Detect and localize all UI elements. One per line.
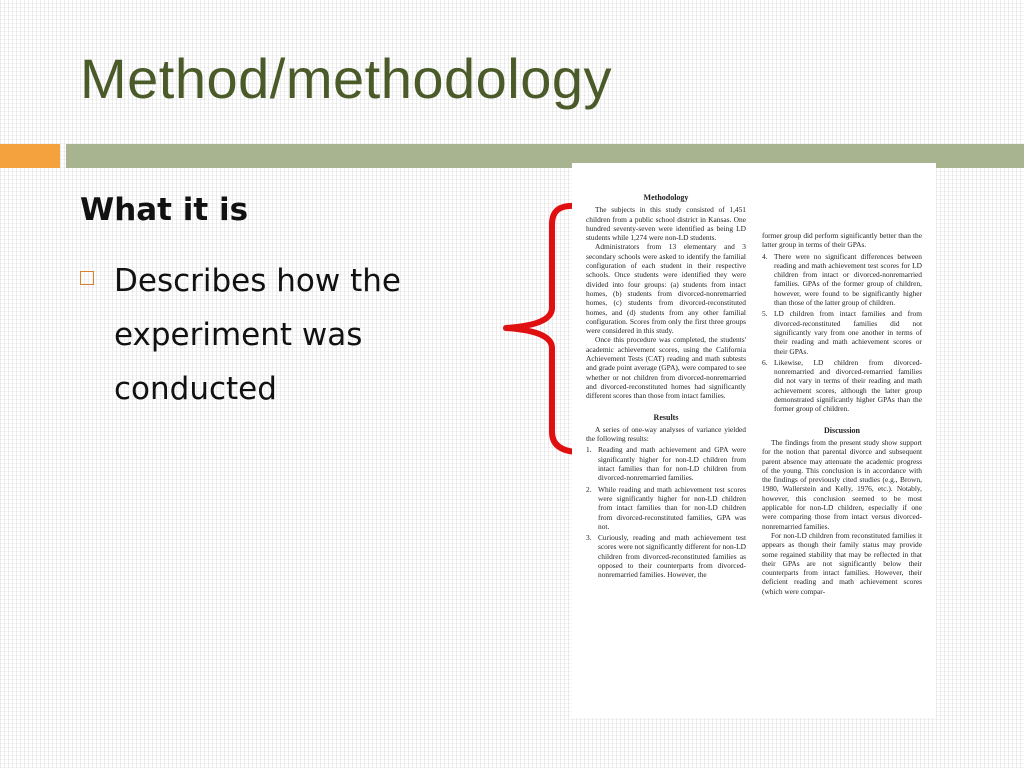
- red-curly-brace-icon: [498, 200, 578, 460]
- results-item: 4. There were no significant differences between reading and math achievement test scores for LD children from intact or divorced-nonremarried families. GPAs of the former group of children, however, were found to be significantly higher than those of the latter group of children.: [762, 251, 922, 308]
- results-intro: A series of one-way analyses of variance yielded the following results:: [586, 424, 746, 444]
- discussion-paragraph: For non-LD children from reconstituted families it appears as though their family status may provide some regained stability that may be reflected in that their GPAs are not significantly below their counterparts from intact families. However, their deficient reading and math achievement scores (which were compar-: [762, 530, 922, 596]
- results-item: 2. While reading and math achievement test scores were significantly higher for non-LD children from intact families than for non-LD children from divorced-reconstituted families, GPA was not.: [586, 484, 746, 531]
- methodology-heading: Methodology: [643, 193, 689, 202]
- results-continuation: former group did perform significantly better than the latter group in terms of their GPAs.: [762, 231, 922, 250]
- paper-excerpt: [572, 163, 936, 718]
- methodology-paragraph: The subjects in this study consisted of 1,451 children from a public school district in Kansas. One hundred seventy-seven were identified as being LD students while 1,274 were non-LD students.: [586, 205, 746, 243]
- square-bullet-icon: [80, 271, 94, 285]
- paper-left-column: [586, 193, 746, 582]
- orange-accent-bar: [0, 144, 60, 168]
- results-item: 5. LD children from intact families and from divorced-reconstituted families did not significantly vary from one another in terms of their reading and math achievement scores or their GPAs.: [762, 309, 922, 356]
- discussion-paragraph: The findings from the present study show support for the notion that parental divorce and subsequent parent absence may attenuate the academic progress of the young. This conclusion is in accordance with the findings of previously cited studies (e.g., Brown, 1980, Wallerstein and Kelly, 1976, etc.). Notably, however, this conclusion seemed to be most applicable for non-LD children, especially if one were comparing those from intact versus divorced-nonremarried families.: [762, 437, 922, 531]
- methodology-paragraph: Once this procedure was completed, the students' academic achievement scores, using the California Achievement Tests (CAT) reading and math subtests and grade point average (GPA), were compared to see whether or not children from divorced-nonremarried and divorced-reconstituted homes had significantly different scores than those from intact families.: [586, 335, 746, 401]
- paper-right-column: [762, 231, 922, 596]
- bullet-item: [80, 254, 460, 416]
- subheading: What it is: [80, 192, 249, 228]
- discussion-heading: Discussion: [823, 425, 860, 435]
- methodology-paragraph: Administrators from 13 elementary and 3 secondary schools were asked to identify the familial configuration of each student in their respective schools. Once students were identified they were divided into four groups: (a) students from intact homes, (b) students from divorced-nonremarried homes, (c) students from divorced-reconstituted homes, and (d) students from any other familial configuration. Scores from only the first three groups were considered in this study.: [586, 242, 746, 336]
- bullet-text: Describes how the experiment was conducted: [114, 263, 401, 407]
- results-item: 1. Reading and math achievement and GPA were significantly higher for non-LD children from intact families than for non-LD children from divorced-nonremarried families.: [586, 445, 746, 483]
- results-heading: Results: [653, 412, 679, 422]
- results-item: 3. Curiously, reading and math achievement test scores were not significantly different for non-LD children from divorced-reconstituted families as opposed to their counterparts from divorced-nonremarried families. However, the: [586, 533, 746, 580]
- results-item: 6. Likewise, LD children from divorced-nonremarried and divorced-remarried families did not vary in terms of their reading and math achievement scores, although the latter group demonstrated significantly higher GPAs than the former group of children.: [762, 357, 922, 414]
- slide-title: Method/methodology: [80, 47, 613, 110]
